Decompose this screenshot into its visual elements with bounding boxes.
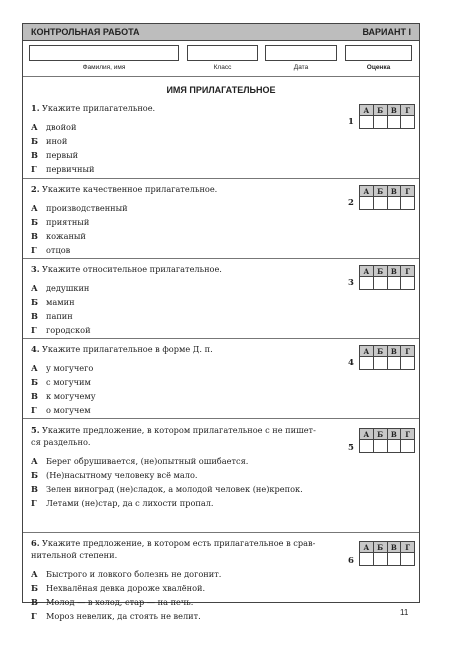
question-text — [31, 344, 331, 355]
question-text-line: нительной степени. — [31, 550, 118, 560]
answer-option — [31, 611, 201, 622]
answer-grid-letter: А — [360, 266, 374, 277]
answer-option — [31, 203, 128, 214]
question-number: 3. — [31, 264, 40, 274]
option-text: кожаный — [46, 231, 86, 241]
answer-box-number: 1 — [348, 117, 354, 127]
question-number: 6. — [31, 538, 40, 548]
option-letter: Г — [31, 164, 37, 174]
question-number: 4. — [31, 344, 40, 354]
question-text-line: Укажите предложение, в котором прилагательное с не пишет- — [42, 425, 316, 435]
answer-option — [31, 297, 75, 308]
option-letter: В — [31, 311, 38, 321]
option-text: с могучим — [46, 377, 91, 387]
answer-option — [31, 377, 91, 388]
answer-cell[interactable] — [401, 197, 415, 210]
answer-option — [31, 405, 91, 416]
question-text — [31, 538, 331, 549]
answer-cell[interactable] — [401, 357, 415, 370]
answer-option — [31, 122, 76, 133]
answer-grid-letter: В — [387, 105, 401, 116]
answer-grid-letter: В — [387, 346, 401, 357]
answer-cell[interactable] — [373, 357, 387, 370]
section-title: ИМЯ ПРИЛАГАТЕЛЬНОЕ — [166, 85, 276, 95]
option-letter: Г — [31, 325, 37, 335]
divider — [23, 76, 419, 77]
option-letter: Г — [31, 611, 37, 621]
answer-option — [31, 498, 214, 509]
answer-option — [31, 325, 91, 336]
page-number: 11 — [400, 608, 409, 617]
answer-cell[interactable] — [387, 116, 401, 129]
question-number: 2. — [31, 184, 40, 194]
answer-option — [31, 164, 94, 175]
option-text: Быстрого и ловкого болезнь не догонит. — [46, 569, 222, 579]
class-field-label: Класс — [213, 64, 232, 71]
option-letter: А — [31, 569, 38, 579]
answer-option — [31, 136, 67, 147]
answer-cell[interactable] — [373, 553, 387, 566]
option-letter: В — [31, 231, 38, 241]
option-text: о могучем — [46, 405, 91, 415]
option-letter: В — [31, 597, 38, 607]
option-letter: А — [31, 456, 38, 466]
answer-cell[interactable] — [387, 197, 401, 210]
answer-grid-letter: В — [387, 186, 401, 197]
option-text: (Не)насытному человеку всё мало. — [46, 470, 198, 480]
answer-cell[interactable] — [373, 440, 387, 453]
answer-box-number: 6 — [348, 556, 354, 566]
answer-cell[interactable] — [373, 116, 387, 129]
option-letter: Г — [31, 405, 37, 415]
answer-cell[interactable] — [360, 553, 374, 566]
answer-box-number: 5 — [348, 443, 354, 453]
option-text: производственный — [46, 203, 128, 213]
answer-grid-letter: А — [360, 346, 374, 357]
option-letter: А — [31, 203, 38, 213]
answer-option — [31, 311, 73, 322]
answer-cell[interactable] — [387, 357, 401, 370]
answer-option — [31, 597, 193, 608]
option-letter: Б — [31, 217, 38, 227]
option-letter: Б — [31, 136, 38, 146]
answer-grid-letter: Б — [373, 346, 387, 357]
option-text: Мороз невелик, да стоять не велит. — [46, 611, 201, 621]
answer-grid-letter: Г — [401, 346, 415, 357]
answer-cell[interactable] — [360, 357, 374, 370]
answer-box-number: 2 — [348, 198, 354, 208]
answer-option — [31, 456, 248, 467]
answer-grid — [359, 428, 415, 453]
option-text: иной — [46, 136, 68, 146]
date-field[interactable] — [265, 45, 337, 61]
answer-grid — [359, 185, 415, 210]
answer-cell[interactable] — [387, 553, 401, 566]
option-text: Летами (не)стар, да с лихости пропал. — [46, 498, 214, 508]
answer-option — [31, 484, 303, 495]
class-field[interactable] — [187, 45, 258, 61]
answer-grid-letter: Г — [401, 429, 415, 440]
question-divider — [23, 532, 419, 533]
answer-grid-letter: Б — [373, 429, 387, 440]
option-letter: Б — [31, 470, 38, 480]
question-text — [31, 103, 331, 114]
answer-grid — [359, 104, 415, 129]
option-letter: Г — [31, 498, 37, 508]
question-text — [31, 184, 331, 195]
header-title: КОНТРОЛЬНАЯ РАБОТА — [31, 27, 140, 37]
answer-box-number: 3 — [348, 278, 354, 288]
answer-option — [31, 583, 205, 594]
option-text: двойой — [46, 122, 77, 132]
question-divider — [23, 418, 419, 419]
option-letter: А — [31, 283, 38, 293]
answer-grid-letter: В — [387, 429, 401, 440]
option-text: Берег обрушивается, (не)опытный ошибается. — [46, 456, 249, 466]
question-text — [31, 437, 331, 448]
header-bar — [23, 24, 419, 41]
answer-cell[interactable] — [373, 197, 387, 210]
question-divider — [23, 338, 419, 339]
option-letter: Б — [31, 377, 38, 387]
answer-grid-letter: Б — [373, 266, 387, 277]
answer-option — [31, 217, 89, 228]
answer-grid — [359, 541, 415, 566]
answer-box-number: 4 — [348, 358, 354, 368]
date-field-label: Дата — [293, 64, 309, 71]
answer-grid-letter: В — [387, 542, 401, 553]
option-letter: А — [31, 122, 38, 132]
question-text-line: Укажите относительное прилагательное. — [42, 264, 222, 274]
answer-grid-letter: А — [360, 429, 374, 440]
name-field[interactable] — [29, 45, 179, 61]
answer-grid-letter: А — [360, 542, 374, 553]
answer-option — [31, 231, 86, 242]
option-text: дедушкин — [46, 283, 90, 293]
grade-field-label: Оценка — [366, 64, 391, 71]
option-text: папин — [46, 311, 73, 321]
answer-option — [31, 363, 93, 374]
answer-cell[interactable] — [360, 440, 374, 453]
answer-grid-letter: Г — [401, 266, 415, 277]
answer-grid-letter: Б — [373, 186, 387, 197]
answer-cell[interactable] — [401, 440, 415, 453]
answer-grid — [359, 265, 415, 290]
option-letter: Г — [31, 245, 37, 255]
answer-grid-letter: А — [360, 186, 374, 197]
variant-label: ВАРИАНТ I — [362, 27, 411, 37]
question-text-line: Укажите предложение, в котором есть прилагательное в срав- — [42, 538, 316, 548]
answer-cell[interactable] — [401, 116, 415, 129]
option-text: приятный — [46, 217, 90, 227]
option-text: отцов — [46, 245, 71, 255]
answer-option — [31, 150, 78, 161]
grade-field[interactable] — [345, 45, 412, 61]
option-text: первичный — [46, 164, 95, 174]
answer-grid-letter: Г — [401, 542, 415, 553]
question-text-line: Укажите прилагательное. — [42, 103, 156, 113]
question-divider — [23, 258, 419, 259]
question-text — [31, 550, 331, 561]
option-text: Нехвалёная девка дороже хвалёной. — [46, 583, 206, 593]
question-divider — [23, 178, 419, 179]
question-text-line: Укажите прилагательное в форме Д. п. — [42, 344, 213, 354]
option-letter: Б — [31, 583, 38, 593]
option-letter: Б — [31, 297, 38, 307]
answer-option — [31, 470, 198, 481]
option-text: мамин — [46, 297, 75, 307]
name-field-label: Фамилия, имя — [82, 64, 126, 71]
answer-option — [31, 391, 96, 402]
answer-grid-letter: Г — [401, 186, 415, 197]
answer-grid-letter: Б — [373, 105, 387, 116]
answer-cell[interactable] — [387, 440, 401, 453]
answer-option — [31, 569, 221, 580]
answer-option — [31, 283, 89, 294]
answer-cell[interactable] — [360, 197, 374, 210]
option-letter: В — [31, 150, 38, 160]
question-text — [31, 425, 331, 436]
question-text — [31, 264, 331, 275]
option-text: к могучему — [46, 391, 96, 401]
option-text: первый — [46, 150, 79, 160]
question-number: 5. — [31, 425, 40, 435]
option-letter: В — [31, 484, 38, 494]
question-text-line: Укажите качественное прилагательное. — [42, 184, 218, 194]
question-text-line: ся раздельно. — [31, 437, 91, 447]
option-text: у могучего — [46, 363, 94, 373]
answer-cell[interactable] — [360, 116, 374, 129]
answer-option — [31, 245, 70, 256]
option-letter: А — [31, 363, 38, 373]
question-number: 1. — [31, 103, 40, 113]
answer-grid-letter: Б — [373, 542, 387, 553]
answer-grid-letter: Г — [401, 105, 415, 116]
option-text: Зелен виноград (не)сладок, а молодой человек (не)крепок. — [46, 484, 303, 494]
option-text: городской — [46, 325, 91, 335]
answer-cell[interactable] — [387, 277, 401, 290]
answer-grid — [359, 345, 415, 370]
answer-cell[interactable] — [373, 277, 387, 290]
answer-cell[interactable] — [401, 553, 415, 566]
answer-grid-letter: В — [387, 266, 401, 277]
answer-cell[interactable] — [401, 277, 415, 290]
option-letter: В — [31, 391, 38, 401]
answer-grid-letter: А — [360, 105, 374, 116]
answer-cell[interactable] — [360, 277, 374, 290]
option-text: Молод — в холод, стар — на печь. — [46, 597, 194, 607]
